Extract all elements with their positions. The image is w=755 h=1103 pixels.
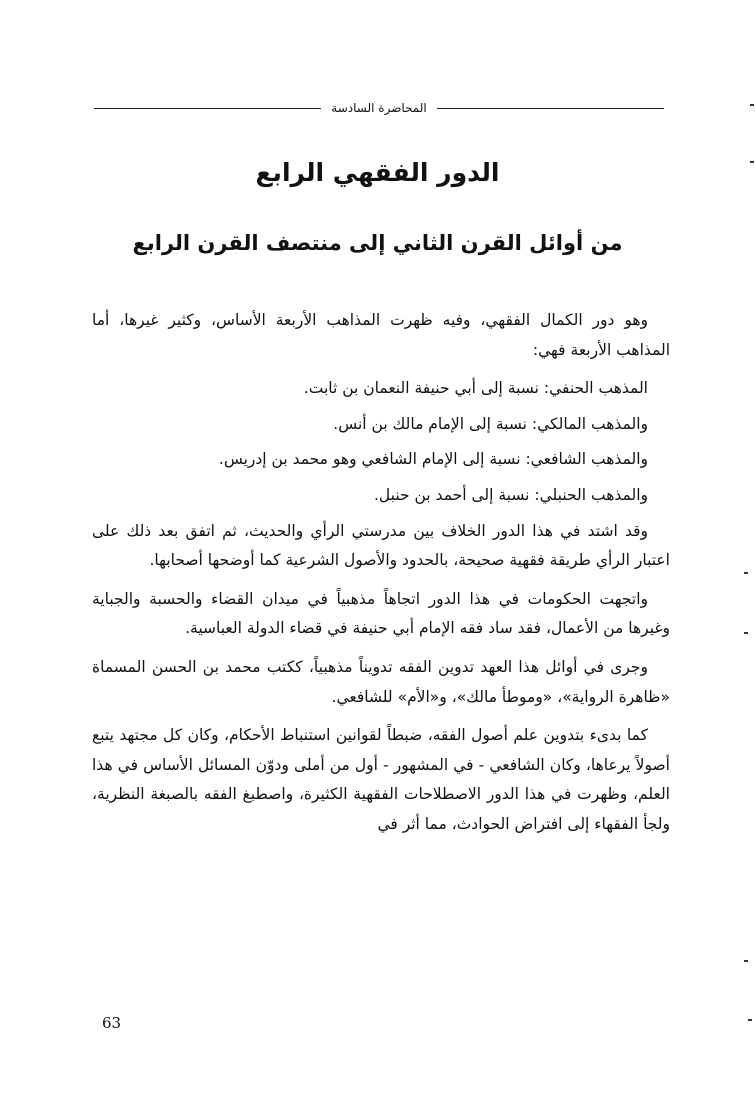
- list-item-hanafi: المذهب الحنفي: نسبة إلى أبي حنيفة النعمان بن ثابت.: [303, 379, 648, 398]
- running-title: المحاضرة السادسة: [331, 101, 427, 115]
- chapter-title: الدور الفقهي الرابع: [255, 158, 500, 187]
- paragraph-codification: وجرى في أوائل هذا العهد تدوين الفقه تدويناً مذهبياً، ككتب محمد بن الحسن المسماة «ظاهرة الرواية»، «وموطأ مالك»، و«الأم» للشافعي.: [92, 657, 670, 706]
- list-item-maliki: والمذهب المالكي: نسبة إلى الإمام مالك بن أنس.: [333, 414, 648, 433]
- edge-mark: [748, 1019, 752, 1021]
- paragraph-intro: وهو دور الكمال الفقهي، وفيه ظهرت المذاهب الأربعة الأساس، وكثير غيرها، أما المذاهب الأربعة فهي:: [92, 311, 670, 359]
- list-item-hanbali: والمذهب الحنبلي: نسبة إلى أحمد بن حنبل.: [373, 485, 648, 504]
- chapter-subtitle: من أوائل القرن الثاني إلى منتصف القرن الرابع: [132, 231, 623, 255]
- page-number: 63: [102, 1014, 122, 1032]
- body-text: [92, 306, 670, 849]
- edge-mark: [744, 960, 748, 962]
- header-rule-right: [437, 108, 664, 109]
- paragraph-usul: كما بدىء بتدوين علم أصول الفقه، ضبطاً لقوانين استنباط الأحكام، وكان كل مجتهد يتبع أصولاً يرعاها، وكان الشافعي - في المشهور - أول من أملى ودوّن المسائل الأساس في هذا العلم، وظهرت في هذا الدور الاصطلاحات الفقهية الكثيرة، واصطبغ الفقه بالصبغة النظرية، ولجأ الفقهاء إلى افتراض الحوادث، مما أثر في: [92, 726, 670, 833]
- running-header: [94, 96, 664, 120]
- paragraph-governments: واتجهت الحكومات في هذا الدور اتجاهاً مذهبياً في ميدان القضاء والحسبة والجباية وغيرها من الأعمال، فقد ساد فقه الإمام أبي حنيفة في قضاء الدولة العباسية.: [92, 589, 670, 638]
- edge-mark: [750, 161, 754, 163]
- paragraph-dispute: وقد اشتد في هذا الدور الخلاف بين مدرستي الرأي والحديث، ثم اتفق بعد ذلك على اعتبار الرأي طريقة فقهية صحيحة، بالحدود والأصول الشرعية كما أوضحها أصحابها.: [92, 521, 670, 570]
- edge-mark: [750, 104, 754, 106]
- edge-mark: [744, 632, 748, 634]
- edge-mark: [744, 572, 748, 574]
- list-item-shafii: والمذهب الشافعي: نسبة إلى الإمام الشافعي وهو محمد بن إدريس.: [218, 450, 648, 469]
- header-rule-left: [94, 108, 321, 109]
